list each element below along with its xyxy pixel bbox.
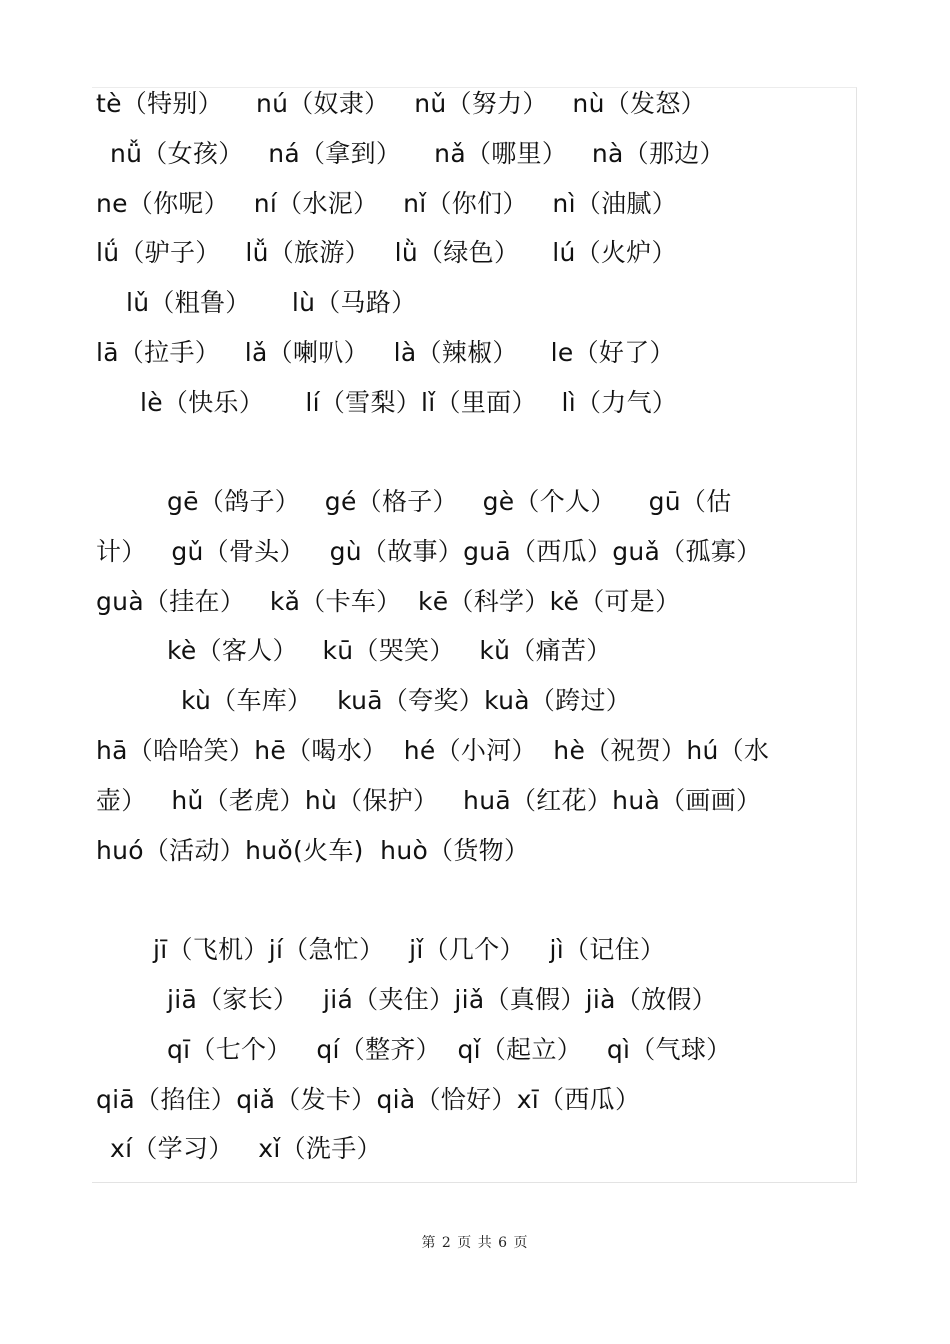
text-line: nǚ（女孩） ná（拿到） nǎ（哪里） nà（那边） <box>110 139 725 168</box>
text-line: xí（学习） xǐ（洗手） <box>110 1134 382 1163</box>
text-line: qī（七个） qí（整齐） qǐ（起立） qì（气球） <box>167 1035 732 1064</box>
text-line: 壶） hǔ（老虎）hù（保护） huā（红花）huà（画画） <box>96 786 762 815</box>
text-line: lè（快乐） lí（雪梨）lǐ（里面） lì（力气） <box>140 388 678 417</box>
text-line: jī（飞机）jí（急忙） jǐ（几个） jì（记住） <box>153 935 666 964</box>
text-line: qiā（掐住）qiǎ（发卡）qià（恰好）xī（西瓜） <box>96 1085 641 1114</box>
text-line: lǘ（驴子） lǚ（旅游） lǜ（绿色） lú（火炉） <box>96 238 677 267</box>
text-line: kè（客人） kū（哭笑） kǔ（痛苦） <box>167 636 612 665</box>
text-line: kù（车库） kuā（夸奖）kuà（跨过） <box>181 686 632 715</box>
text-line: jiā（家长） jiá（夹住）jiǎ（真假）jià（放假） <box>167 985 717 1014</box>
text-line: lǔ（粗鲁） lù（马路） <box>126 288 417 317</box>
page-number-footer: 第 2 页 共 6 页 <box>421 1235 529 1251</box>
text-line: lā（拉手） lǎ（喇叭） là（辣椒） le（好了） <box>96 338 675 367</box>
text-line: tè（特别） nú（奴隶） nǔ（努力） nù（发怒） <box>96 89 706 118</box>
text-line: hā（哈哈笑）hē（喝水） hé（小河） hè（祝贺）hú（水 <box>96 736 770 765</box>
text-line: ne（你呢） ní（水泥） nǐ（你们） nì（油腻） <box>96 189 678 218</box>
text-line: 计） gǔ（骨头） gù（故事）guā（西瓜）guǎ（孤寡） <box>96 537 762 566</box>
text-line: gē（鸽子） gé（格子） gè（个人） gū（估 <box>167 487 732 516</box>
text-line: huó（活动）huǒ(火车) huò（货物） <box>96 836 530 865</box>
text-line: guà（挂在） kǎ（卡车） kē（科学）kě（可是） <box>96 587 681 616</box>
